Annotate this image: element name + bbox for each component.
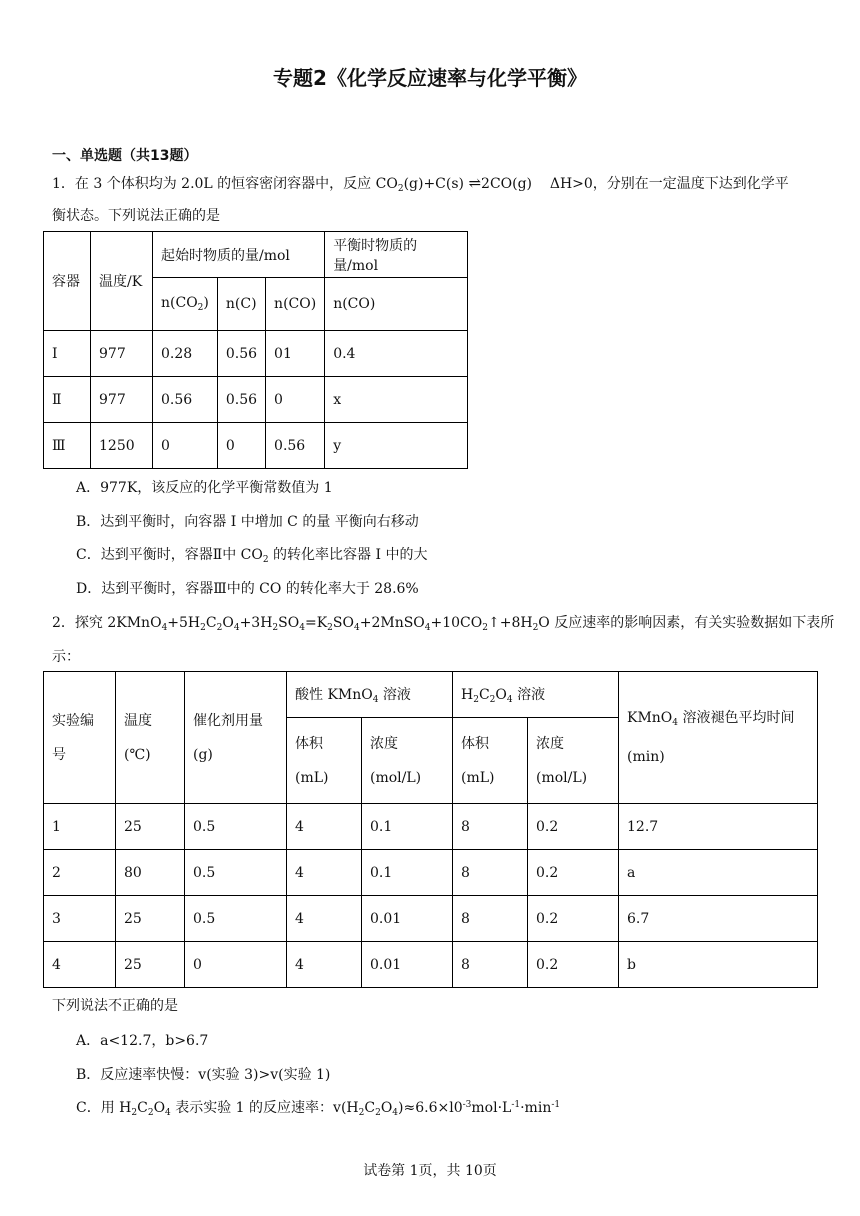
q1-data-table — [43, 231, 468, 469]
section-heading: 一、单选题（共13题） — [52, 148, 198, 164]
q2-option-a: A．a<12.7，b>6.7 — [76, 1033, 209, 1049]
table-cell: 25 — [116, 896, 185, 942]
page-title: 专题2《化学反应速率与化学平衡》 — [273, 66, 587, 90]
table-cell: 0.56 — [266, 423, 325, 469]
q1-option-c: C．达到平衡时，容器Ⅱ中 $CO_2$ 的转化率比容器 I 中的大 — [76, 547, 428, 565]
table-cell: 0.56 — [217, 377, 265, 423]
q1-option-b: B．达到平衡时，向容器 I 中增加 C 的量 平衡向右移动 — [76, 514, 419, 530]
table-cell: 4 — [287, 942, 362, 988]
table-cell: 1 — [44, 804, 116, 850]
table-cell: 0.1 — [362, 804, 453, 850]
table-cell: 1250 — [91, 423, 153, 469]
q2-option-b: B．反应速率快慢：v(实验 3)>v(实验 1) — [76, 1067, 331, 1083]
table-cell: 4 — [44, 942, 116, 988]
table-cell: 977 — [91, 377, 153, 423]
table-header: 容器 — [44, 232, 91, 331]
table-cell: 0.2 — [528, 942, 619, 988]
table-row — [44, 942, 818, 988]
table-cell: 12.7 — [619, 804, 818, 850]
table-cell: 0.2 — [528, 804, 619, 850]
table-row — [44, 850, 818, 896]
q2-prompt: 下列说法不正确的是 — [52, 998, 178, 1014]
table-header: 温度 (℃) — [116, 672, 185, 804]
table-header: 酸性 KMnO$_4$ 溶液 — [287, 672, 453, 718]
table-cell: y — [325, 423, 468, 469]
table-row — [44, 331, 468, 377]
table-row — [44, 377, 468, 423]
page-footer: 试卷第 1页，共 10页 — [363, 1163, 497, 1179]
table-cell: 0.5 — [185, 804, 287, 850]
table-header: n(CO) — [266, 278, 325, 331]
table-header: 温度/K — [91, 232, 153, 331]
table-row — [44, 896, 818, 942]
table-cell: 0.56 — [217, 331, 265, 377]
table-cell: 8 — [453, 804, 528, 850]
q1-option-d: D．达到平衡时，容器Ⅲ中的 CO 的转化率大于 28.6% — [76, 581, 419, 597]
table-row — [44, 423, 468, 469]
table-header: KMnO$_4$ 溶液褪色平均时间 (min) — [619, 672, 818, 804]
table-cell: 0 — [266, 377, 325, 423]
q1-option-a: A．977K，该反应的化学平衡常数值为 1 — [76, 480, 333, 496]
table-cell: 3 — [44, 896, 116, 942]
table-cell: 0.28 — [153, 331, 218, 377]
table-cell: 0.5 — [185, 850, 287, 896]
table-cell: 6.7 — [619, 896, 818, 942]
table-cell: 0.5 — [185, 896, 287, 942]
q1-stem-line1: 1．在 3 个体积均为 2.0L 的恒容密闭容器中，反应 $CO_2(g)+C(s)$ ⇌2CO(g) ΔH>0，分别在一定温度下达到化学平 — [52, 174, 789, 194]
table-header: 浓度 (mol/L) — [528, 718, 619, 804]
q1-stem-line2: 衡状态。下列说法正确的是 — [52, 208, 220, 224]
q2-option-c: C．用 $H_2C_2O_4$ 表示实验 1 的反应速率：$v(H_2C_2O_4)\approx 6.6\times l0^{-3}mol\cdot L^{-1}\cdot\min^{-1}$ — [76, 1100, 561, 1118]
table-cell: 0.4 — [325, 331, 468, 377]
table-header: $n(CO_2)$ — [153, 278, 218, 331]
table-header: 浓度 (mol/L) — [362, 718, 453, 804]
table-cell: 0.2 — [528, 850, 619, 896]
table-header: 催化剂用量 (g) — [185, 672, 287, 804]
table-cell: Ⅲ — [44, 423, 91, 469]
table-cell: b — [619, 942, 818, 988]
table-cell: 0.01 — [362, 896, 453, 942]
q2-stem-line1: 2．探究 $2KMnO_4+5H_2C_2O_4+3H_2SO_4=K_2SO_4+2MnSO_4+10CO_2↑+8H_2O$ 反应速率的影响因素，有关实验数据如下表所 — [52, 615, 835, 633]
table-cell: a — [619, 850, 818, 896]
table-cell: 2 — [44, 850, 116, 896]
table-cell: 977 — [91, 331, 153, 377]
table-cell: 4 — [287, 850, 362, 896]
table-header: 平衡时物质的量/mol — [325, 232, 468, 278]
table-header: 起始时物质的量/mol — [153, 232, 325, 278]
table-cell: 0.56 — [153, 377, 218, 423]
table-cell: 0.01 — [362, 942, 453, 988]
table-header: n(C) — [217, 278, 265, 331]
table-cell: 01 — [266, 331, 325, 377]
table-header: 实验编 号 — [44, 672, 116, 804]
table-row — [44, 804, 818, 850]
table-cell: 0.1 — [362, 850, 453, 896]
table-cell: Ⅱ — [44, 377, 91, 423]
table-cell: 0 — [185, 942, 287, 988]
table-header: n(CO) — [325, 278, 468, 331]
table-cell: 80 — [116, 850, 185, 896]
q2-stem-line2: 示： — [52, 649, 80, 665]
table-cell: 0.2 — [528, 896, 619, 942]
table-header: $H_2C_2O_4$ 溶液 — [453, 672, 619, 718]
table-cell: 0 — [217, 423, 265, 469]
table-cell: 25 — [116, 942, 185, 988]
table-cell: 8 — [453, 896, 528, 942]
table-cell: 8 — [453, 850, 528, 896]
table-header: 体积 (mL) — [453, 718, 528, 804]
table-cell: 25 — [116, 804, 185, 850]
table-cell: I — [44, 331, 91, 377]
table-cell: x — [325, 377, 468, 423]
reversible-arrow-icon: ⇌ — [468, 174, 482, 192]
table-cell: 0 — [153, 423, 218, 469]
table-header: 体积 (mL) — [287, 718, 362, 804]
q2-data-table — [43, 671, 818, 988]
table-cell: 4 — [287, 896, 362, 942]
table-cell: 8 — [453, 942, 528, 988]
table-cell: 4 — [287, 804, 362, 850]
